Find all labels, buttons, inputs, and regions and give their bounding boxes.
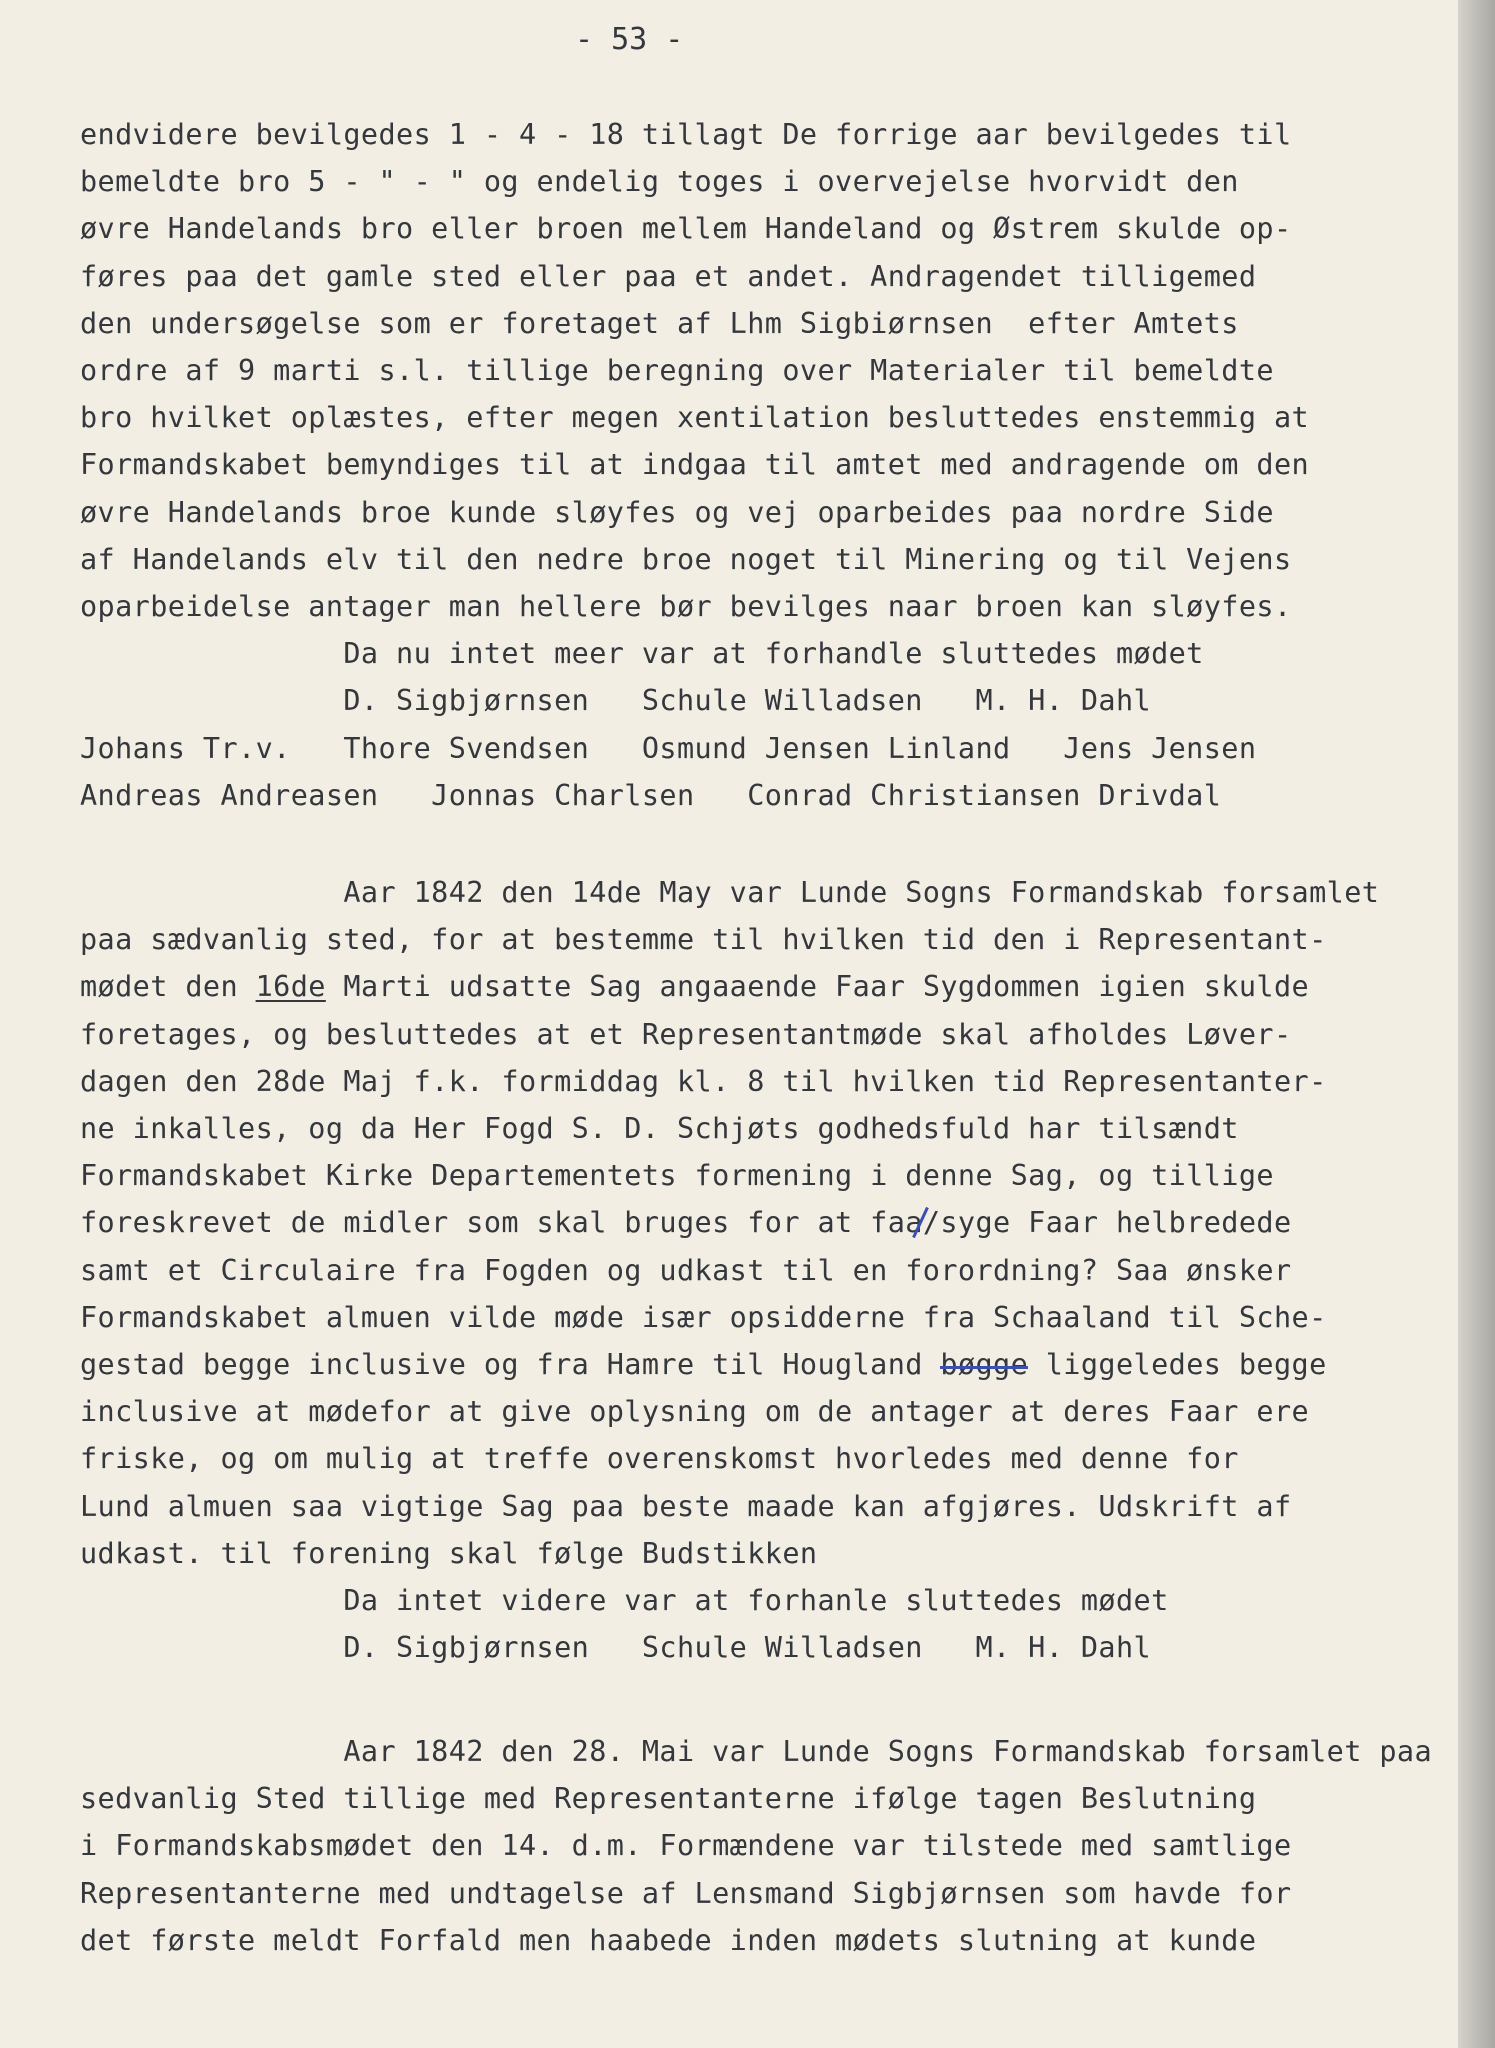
text-line: Formandskabet almuen vilde møde især opsidderne fra Schaaland til Sche-	[80, 1300, 1327, 1334]
text-line: endvidere bevilgedes 1 - 4 - 18 tillagt De forrige aar bevilgedes til	[80, 118, 1292, 151]
text-line: gestad begge inclusive og fra Hamre til Hougland bøgge liggeledes begge	[80, 1348, 1327, 1381]
text-line: D. Sigbjørnsen Schule Willadsen M. H. Dahl	[80, 684, 1152, 718]
text-line: D. Sigbjørnsen Schule Willadsen M. H. Dahl	[80, 1631, 1152, 1665]
text-line: paa sædvanlig sted, for at bestemme til hvilken tid den i Representant-	[80, 923, 1327, 957]
text-line: friske, og om mulig at treffe overenskomst hvorledes med denne for	[80, 1442, 1239, 1476]
text-line: udkast. til forening skal følge Budstikken	[80, 1536, 818, 1570]
text-line: bemeldte bro 5 - " - " og endelig toges i overvejelse hvorvidt den	[80, 165, 1239, 199]
text-line: Formandskabet bemyndiges til at indgaa til amtet med andragende om den	[80, 448, 1310, 482]
text-line: dagen den 28de Maj f.k. formiddag kl. 8 til hvilken tid Representanter-	[80, 1064, 1327, 1098]
text-line: sedvanlig Sted tillige med Representanterne ifølge tagen Beslutning	[80, 1782, 1257, 1816]
text-mark: bøgge	[940, 1348, 1029, 1381]
text-line: Lund almuen saa vigtige Sag paa beste maade kan afgjøres. Udskrift af	[80, 1489, 1292, 1523]
text-line: Aar 1842 den 28. Mai var Lunde Sogns Formandskab forsamlet paa	[80, 1735, 1432, 1768]
text-line: samt et Circulaire fra Fogden og udkast til en forordning? Saa ønsker	[80, 1253, 1292, 1287]
protocol-entry-1	[80, 118, 1450, 818]
text-mark: 16de	[255, 970, 326, 1004]
protocol-entry-2	[80, 876, 1450, 1676]
text-line: øvre Handelands broe kunde sløyfes og vej oparbeides paa nordre Side	[80, 495, 1274, 529]
text-mark: faa/syge	[870, 1206, 1011, 1240]
text-line: inclusive at mødefor at give oplysning om de antager at deres Faar ere	[80, 1395, 1310, 1429]
text-line: af Handelands elv til den nedre broe noget til Minering og til Vejens	[80, 542, 1292, 576]
text-line: Representanterne med undtagelse af Lensmand Sigbjørnsen som havde for	[80, 1876, 1292, 1910]
text-line: Formandskabet Kirke Departementets formening i denne Sag, og tillige	[80, 1159, 1274, 1193]
text-line: Johans Tr.v. Thore Svendsen Osmund Jensen Linland Jens Jensen	[80, 731, 1257, 765]
text-line: den undersøgelse som er foretaget af Lhm Sigbiørnsen efter Amtets	[80, 306, 1239, 340]
protocol-entry-3	[80, 1735, 1450, 1995]
text-line: bro hvilket oplæstes, efter megen xentilation besluttedes enstemmig at	[80, 401, 1310, 435]
text-line: øvre Handelands bro eller broen mellem Handeland og Østrem skulde op-	[80, 212, 1292, 246]
text-line: foreskrevet de midler som skal bruges for at faa/syge Faar helbredede	[80, 1206, 1292, 1240]
text-line: føres paa det gamle sted eller paa et andet. Andragendet tilligemed	[80, 259, 1257, 293]
page-edge	[1458, 0, 1495, 2048]
text-line: Da nu intet meer var at forhandle sluttedes mødet	[80, 637, 1204, 671]
text-line: det første meldt Forfald men haabede inden mødets slutning at kunde	[80, 1923, 1257, 1957]
text-line: Andreas Andreasen Jonnas Charlsen Conrad Christiansen Drivdal	[80, 778, 1222, 812]
text-line: Aar 1842 den 14de May var Lunde Sogns Formandskab forsamlet	[80, 876, 1380, 909]
text-line: i Formandskabsmødet den 14. d.m. Formændene var tilstede med samtlige	[80, 1829, 1292, 1863]
text-line: mødet den 16de Marti udsatte Sag angaaende Faar Sygdommen igien skulde	[80, 970, 1310, 1004]
text-line: Da intet videre var at forhanle sluttedes mødet	[80, 1584, 1169, 1617]
text-line: ordre af 9 marti s.l. tillige beregning over Materialer til bemeldte	[80, 354, 1274, 387]
text-line: ne inkalles, og da Her Fogd S. D. Schjøts godhedsfuld har tilsændt	[80, 1112, 1239, 1145]
page-number: - 53 -	[575, 22, 684, 57]
text-line: foretages, og besluttedes at et Representantmøde skal afholdes Løver-	[80, 1017, 1292, 1051]
text-line: oparbeidelse antager man hellere bør bevilges naar broen kan sløyfes.	[80, 590, 1292, 623]
